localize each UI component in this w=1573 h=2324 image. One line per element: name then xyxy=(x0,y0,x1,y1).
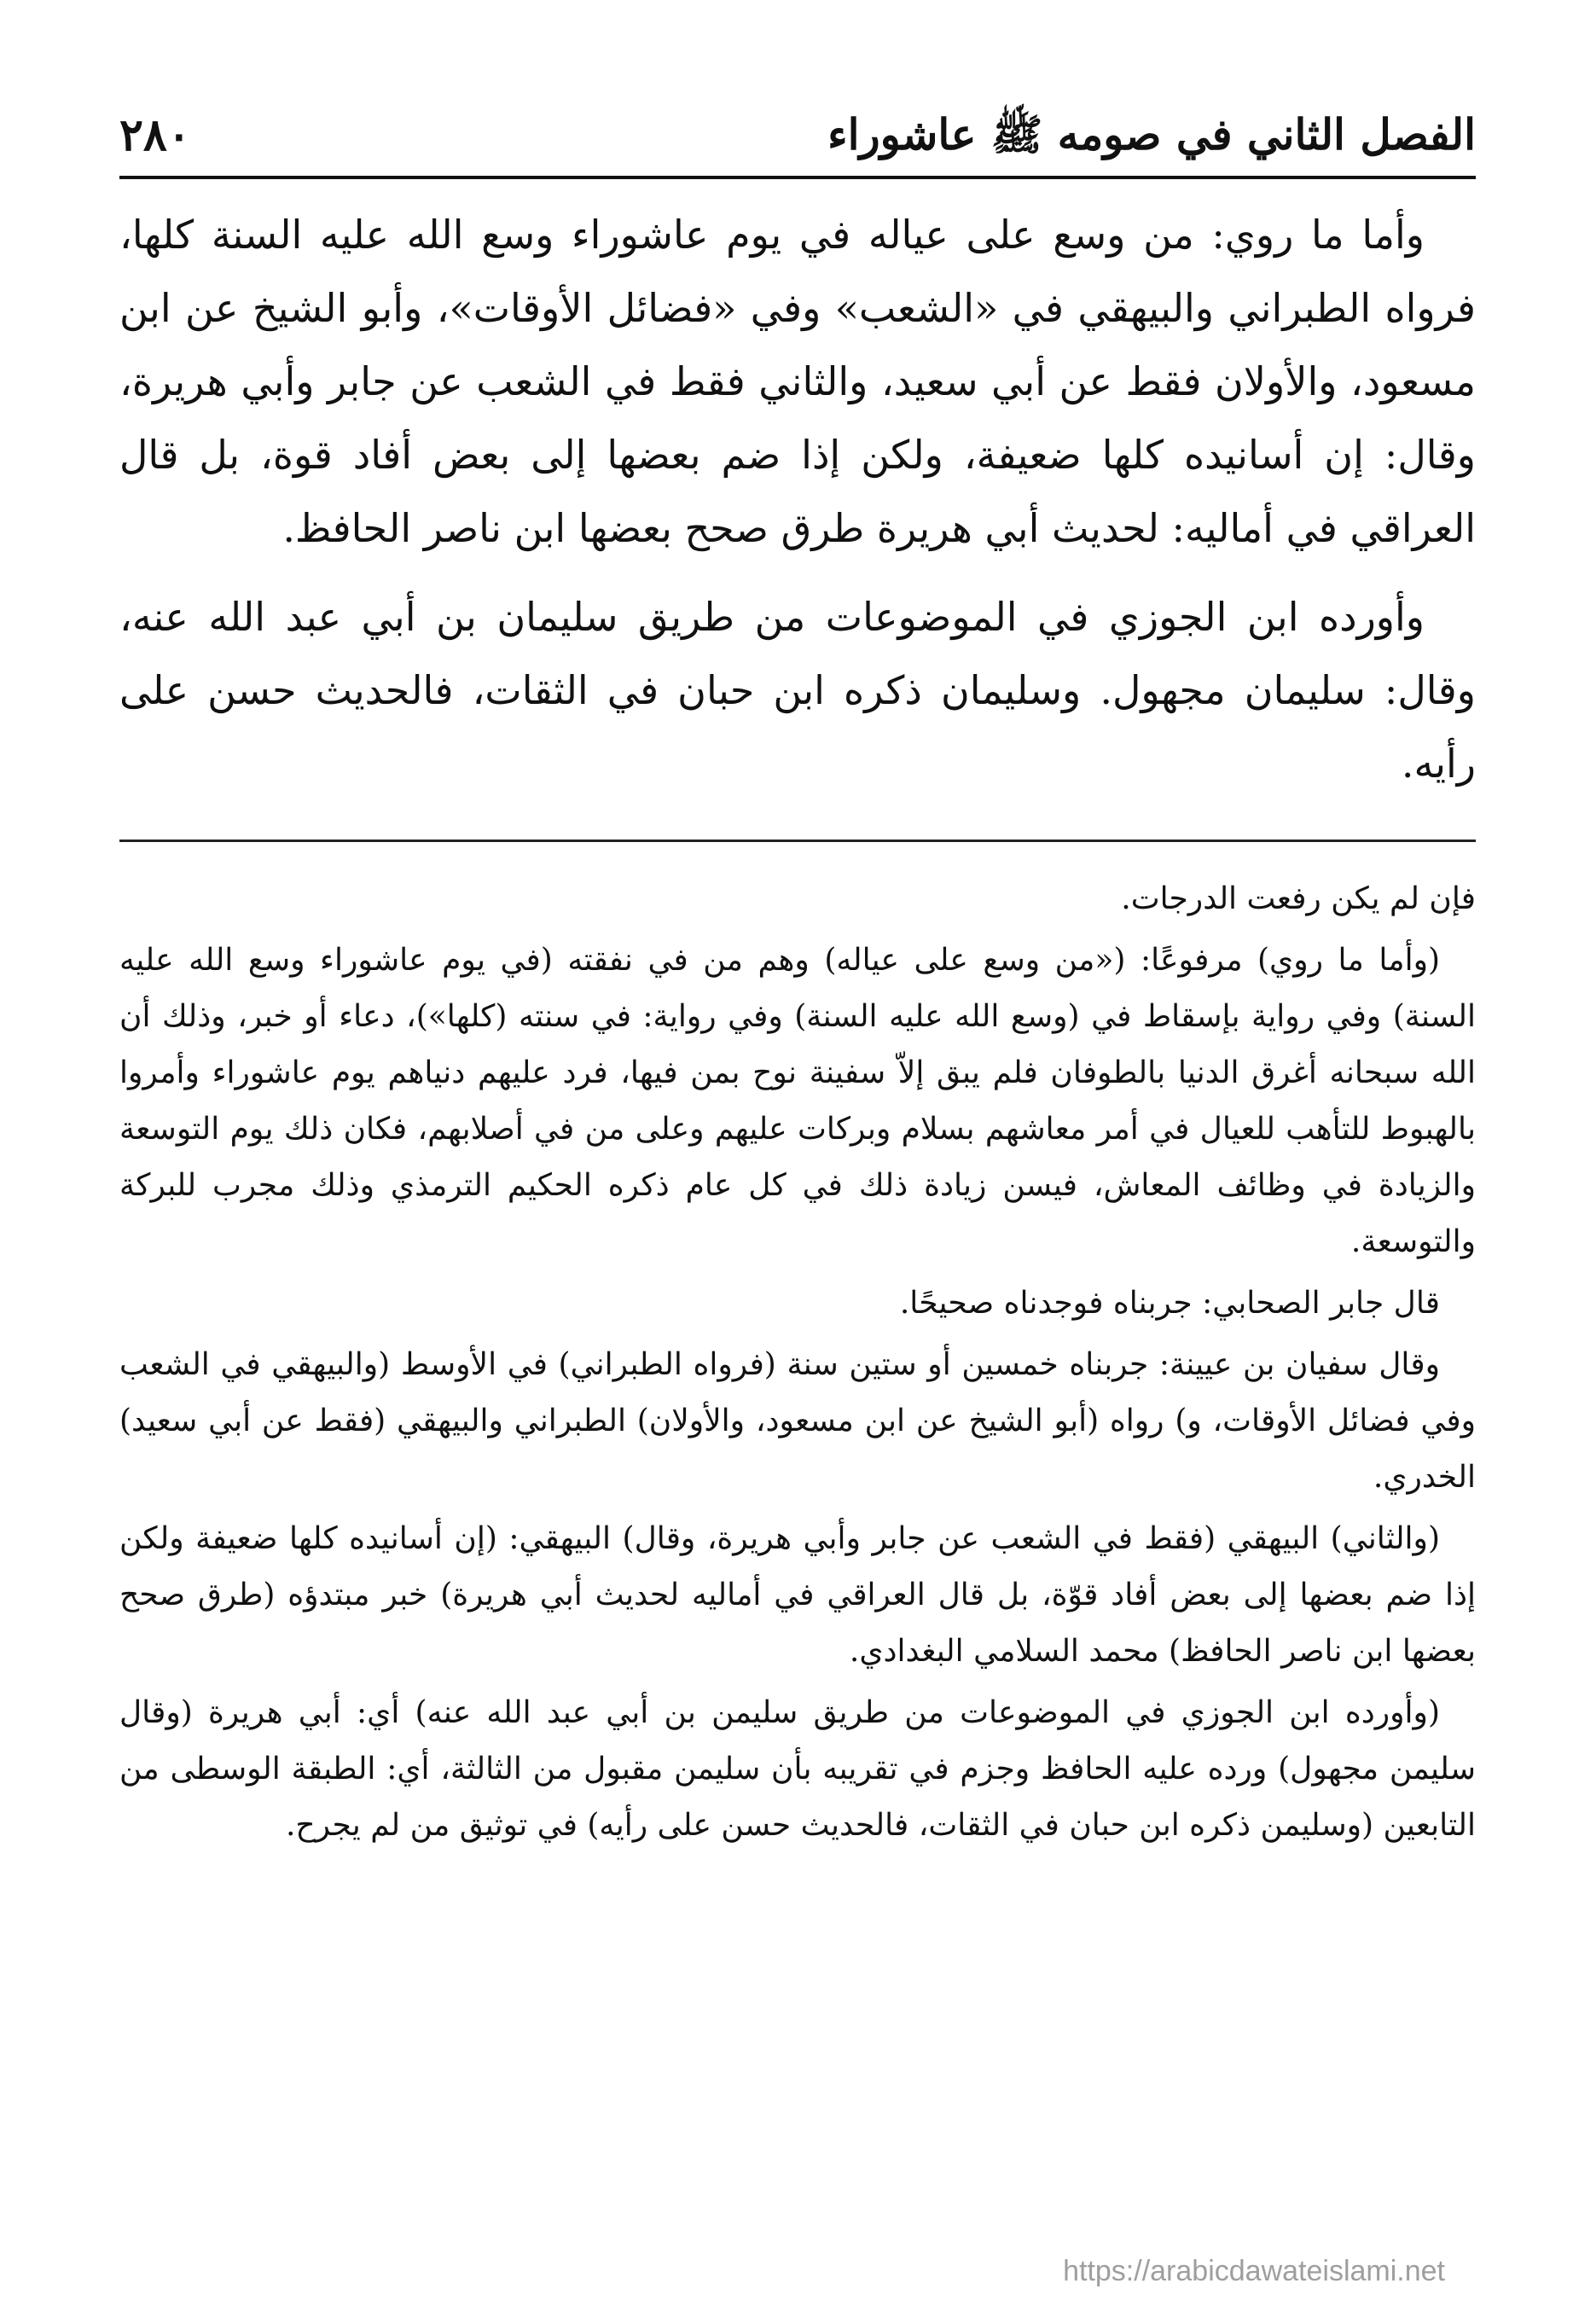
commentary-paragraph: قال جابر الصحابي: جربناه فوجدناه صحيحًا. xyxy=(899,1286,1440,1321)
main-paragraph: وأما ما روي: من وسع على عياله في يوم عاشوراء وسع الله عليه السنة كلها، فرواه الطبراني والبيهقي في «الشعب» وفي «فضائل الأوقات»، وأبو الشيخ عن ابن مسعود، والأولان فقط عن أبي سعيد، والثاني فقط في الشعب عن جابر وأبي هريرة، وقال: إن أسانيده كلها ضعيفة، ولكن إذا ضم بعضها إلى بعض أفاد قوة، بل قال العراقي في أماليه: لحديث أبي هريرة طرق صحح بعضها ابن ناصر الحافظ. xyxy=(119,212,1476,551)
commentary-paragraph: (وأورده ابن الجوزي في الموضوعات من طريق سليمن بن أبي عبد الله عنه) أي: أبي هريرة (وقال سليمن مجهول) ورده عليه الحافظ وجزم في تقريبه بأن سليمن مقبول من الثالثة، أي: الطبقة الوسطى من التابعين (وسليمن ذكره ابن حبان في الثقات، فالحديث حسن على رأيه) في توثيق من لم يجرح. xyxy=(119,1695,1476,1843)
running-title: الفصل الثاني في صومه ﷺ عاشوراء xyxy=(827,109,1476,160)
main-text xyxy=(119,198,1476,800)
book-page xyxy=(119,94,1476,2278)
footnote-divider xyxy=(119,840,1476,842)
commentary-paragraph: (والثاني) البيهقي (فقط في الشعب عن جابر وأبي هريرة، وقال) البيهقي: (إن أسانيده كلها ضعيفة ولكن إذا ضم بعضها إلى بعض أفاد قوّة، بل قال العراقي في أماليه لحديث أبي هريرة) خبر مبتدؤه (طرق صحح بعضها ابن ناصر الحافظ) محمد السلامي البغدادي. xyxy=(119,1521,1476,1669)
watermark-url: https://arabicdawateislami.net xyxy=(1063,2255,1445,2287)
main-paragraph: وأورده ابن الجوزي في الموضوعات من طريق سليمان بن أبي عبد الله عنه، وقال: سليمان مجهول. وسليمان ذكره ابن حبان في الثقات، فالحديث حسن على رأيه. xyxy=(119,594,1476,787)
page-number: ٢٨٠ xyxy=(119,108,191,161)
running-header xyxy=(119,94,1476,179)
commentary-paragraph: فإن لم يكن رفعت الدرجات. xyxy=(1121,881,1476,916)
commentary-paragraph: وقال سفيان بن عيينة: جربناه خمسين أو ستين سنة (فرواه الطبراني) في الأوسط (والبيهقي في الشعب وفي فضائل الأوقات، و) رواه (أبو الشيخ عن ابن مسعود، والأولان) الطبراني والبيهقي (فقط عن أبي سعيد) الخدري. xyxy=(119,1347,1476,1495)
commentary xyxy=(119,871,1476,1854)
commentary-paragraph: (وأما ما روي) مرفوعًا: («من وسع على عياله) وهم من في نفقته (في يوم عاشوراء وسع الله عليه السنة) وفي رواية بإسقاط في (وسع الله عليه السنة) وفي رواية: في سنته (كلها»)، دعاء أو خبر، وذلك أن الله سبحانه أغرق الدنيا بالطوفان فلم يبق إلاّ سفينة نوح بمن فيها، فرد عليهم دنياهم يوم عاشوراء وأمروا بالهبوط للتأهب للعيال في أمر معاشهم بسلام وبركات عليهم وعلى من في أصلابهم، فكان ذلك يوم التوسعة والزيادة في وظائف المعاش، فيسن زيادة ذلك في كل عام ذكره الحكيم الترمذي وذلك مجرب للبركة والتوسعة. xyxy=(119,943,1476,1259)
